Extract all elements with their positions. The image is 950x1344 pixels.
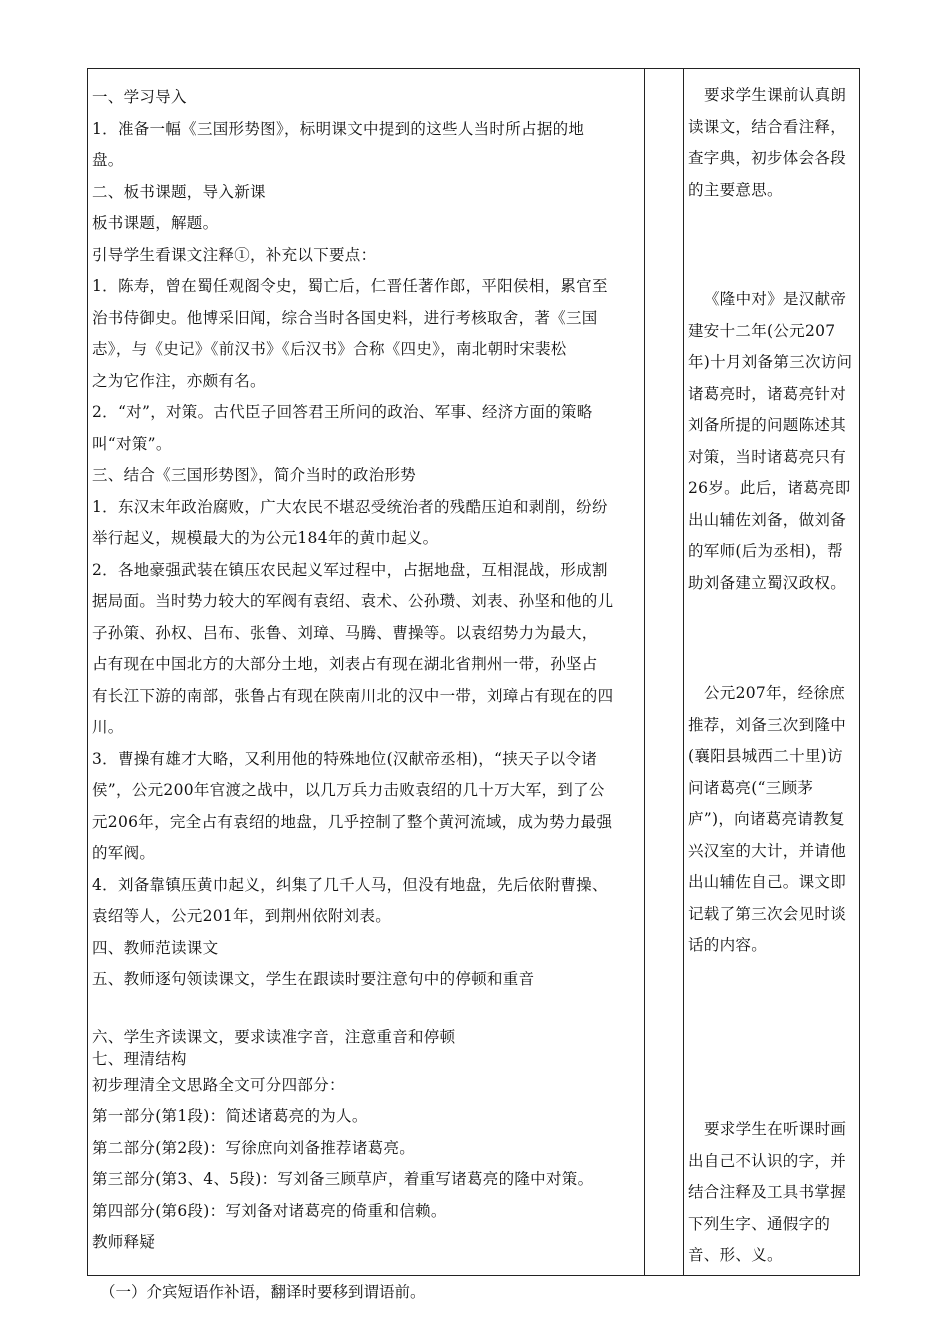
text-line: 子孙策、孙权、吕布、张鲁、刘璋、马腾、曹操等。以袁绍势力为最大， [92, 623, 598, 642]
column-divider-1 [644, 68, 645, 1276]
column-divider-2 [683, 68, 684, 1276]
text-line: 叫“对策”。 [92, 434, 172, 453]
text-line: 举行起义，规模最大的为公元184年的黄巾起义。 [92, 529, 439, 547]
text-line: 治书侍御史。他博采旧闻，综合当时各国史料，进行考核取舍，著《三国 [92, 308, 598, 327]
text-line: 第四部分(第6段)：写刘备对诸葛亮的倚重和信赖。 [92, 1201, 447, 1220]
text-line: 志》，与《史记》《前汉书》《后汉书》合称《四史》，南北朝时宋裴松 [92, 340, 567, 358]
text-line: 四、教师范读课文 [92, 938, 219, 957]
side-note-longzhongdui: 《隆中对》是汉献帝建安十二年(公元207年)十月刘备第三次访问诸葛亮时，诸葛亮针对刘备所提的问题陈述其对策，当时诸葛亮只有26岁。此后，诸葛亮即出山辅佐刘备，做刘备的军师(后为丞相)，帮助刘备建立蜀汉政权。 [688, 290, 853, 592]
text-line: 第二部分(第2段)：写徐庶向刘备推荐诸葛亮。 [92, 1138, 416, 1157]
side-note-sangumaolu: 公元207年，经徐庶推荐，刘备三次到隆中(襄阳县城西二十里)访问诸葛亮(“三顾茅庐”)，向诸葛亮请教复兴汉室的大计，并请他出山辅佐自己。课文即记载了第三次会见时谈话的内容。 [688, 684, 847, 954]
text-line: 2．各地豪强武装在镇压农民起义军过程中，占据地盘，互相混战，形成割 [92, 560, 608, 579]
text-line: 第一部分(第1段)：简述诸葛亮的为人。 [92, 1107, 368, 1125]
text-line: 三、结合《三国形势图》，简介当时的政治形势 [92, 466, 417, 484]
text-line: 1．准备一幅《三国形势图》，标明课文中提到的这些人当时所占据的地 [92, 119, 585, 138]
text-line: 袁绍等人，公元201年，到荆州依附刘表。 [92, 907, 392, 925]
text-line: 占有现在中国北方的大部分土地，刘表占有现在湖北省荆州一带，孙坚占 [92, 655, 598, 673]
text-line: 川。 [92, 718, 124, 736]
text-line: 一、学习导入 [92, 88, 187, 106]
lesson-main-column [92, 82, 644, 1259]
text-line: 七、理清结构 [92, 1049, 187, 1068]
text-line: 侯”，公元200年官渡之战中，以几万兵力击败袁绍的几十万大军，到了公 [92, 781, 605, 799]
text-line: 1．东汉末年政治腐败，广大农民不堪忍受统治者的残酷压迫和剥削，纷纷 [92, 497, 608, 516]
text-line: 板书课题，解题。 [92, 214, 219, 232]
text-line: 元206年，完全占有袁绍的地盘，几乎控制了整个黄河流域，成为势力最强 [92, 812, 613, 831]
text-line: 引导学生看课文注释①，补充以下要点： [92, 245, 377, 264]
text-line: 之为它作注，亦颇有名。 [92, 371, 266, 390]
text-line: 教师释疑 [92, 1233, 156, 1251]
text-line: 的军阀。 [92, 844, 156, 862]
side-note-vocabulary: 要求学生在听课时画出自己不认识的字，并结合注释及工具书掌握下列生字、通假字的音、形、义。 [688, 1120, 847, 1264]
text-line: 第三部分(第3、4、5段)：写刘备三顾草庐，着重写诸葛亮的隆中对策。 [92, 1170, 594, 1188]
text-line: 有长江下游的南部，张鲁占有现在陕南川北的汉中一带，刘璋占有现在的四 [92, 686, 614, 705]
text-line: 初步理清全文思路全文可分四部分： [92, 1075, 345, 1094]
text-line: 4．刘备靠镇压黄巾起义，纠集了几千人马，但没有地盘，先后依附曹操、 [92, 875, 608, 894]
text-line: 二、板书课题，导入新课 [92, 182, 266, 201]
text-line: 2．“对”，对策。古代臣子回答君王所问的政治、军事、经济方面的策略 [92, 403, 593, 421]
text-line: 1．陈寿，曾在蜀任观阁令史，蜀亡后，仁晋任著作郎，平阳侯相，累官至 [92, 277, 608, 295]
text-line: 六、学生齐读课文，要求读准字音，注意重音和停顿 [92, 1027, 456, 1046]
text-line: 据局面。当时势力较大的军阀有袁绍、袁术、公孙瓒、刘表、孙坚和他的儿 [92, 592, 614, 610]
text-line: 3．曹操有雄才大略，又利用他的特殊地位(汉献帝丞相)，“挟天子以令诸 [92, 749, 598, 768]
side-note-preview: 要求学生课前认真朗读课文，结合看注释，查字典，初步体会各段的主要意思。 [688, 86, 847, 199]
text-line: 五、教师逐句领读课文，学生在跟读时要注意句中的停顿和重音 [92, 970, 535, 988]
text-line: 盘。 [92, 151, 124, 169]
footer-note: （一）介宾短语作补语，翻译时要移到谓语前。 [100, 1283, 426, 1301]
